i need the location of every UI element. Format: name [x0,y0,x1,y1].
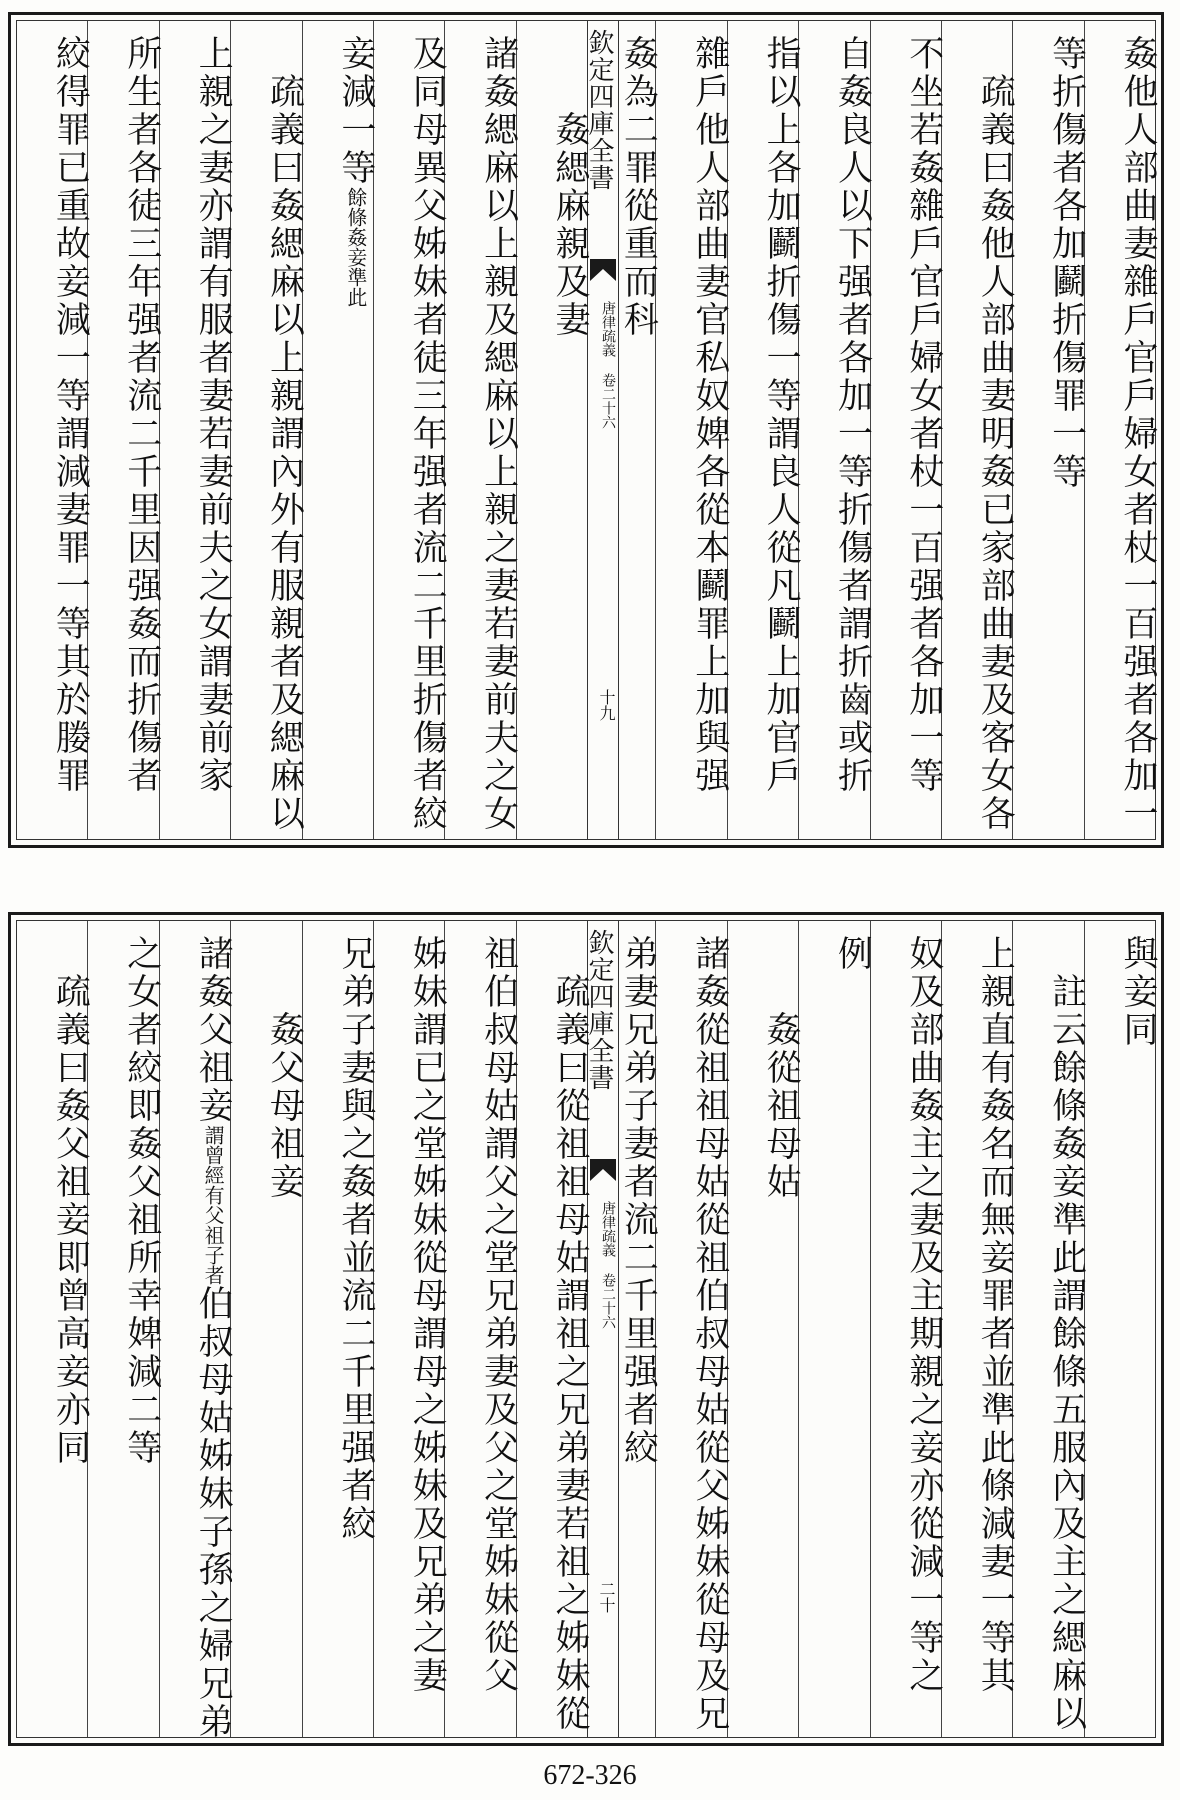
column-text [374,35,448,833]
main-text: 諸姦緦麻以上親及緦麻以上親之妻若妻前夫之女 [478,35,519,833]
main-text: 所生者各徒三年强者流二千里因强姦而折傷者 [121,35,162,795]
top-left-half [17,21,590,839]
main-text: 疏義曰姦緦麻以上親謂內外有服親者及緦麻以 [264,73,305,833]
column-text [942,935,1016,1695]
main-text: 姊妹謂已之堂姊妹從母謂母之姊妹及兄弟之妻 [407,935,448,1695]
column-text [656,35,730,795]
main-text: 上親直有姦名而無妾罪者並準此條減妻一等其 [975,935,1016,1695]
main-text: 妾減一等 [335,35,376,187]
spine-subtitle: 唐律疏義 [600,1201,616,1257]
spine-subtitle: 唐律疏義 [600,301,616,357]
text-column [516,21,590,839]
text-column [302,21,376,839]
column-text [1013,35,1087,491]
column-text [160,935,234,1741]
main-text: 註云餘條姦妾準此謂餘條五服內及主之緦麻以 [1046,973,1087,1733]
top-page-frame [16,20,1156,840]
main-text: 例 [832,935,873,973]
column-text [1085,935,1158,1049]
main-text: 雜戶他人部曲妻官私奴婢各從本鬬罪上加與强 [689,35,730,795]
main-text: 指以上各加鬬折傷一等謂良人從凡鬬上加官戶 [761,35,802,795]
book-title: 欽定四庫全書 [584,29,614,191]
text-column [17,21,91,839]
bottom-right-half [585,921,1158,1737]
text-column [373,21,448,839]
text-column [230,21,305,839]
main-text: 諸姦從祖祖母姑從祖伯叔母姑從父姊妹從母及兄 [689,935,730,1733]
page-number: 672-326 [543,1760,637,1791]
text-column [941,21,1016,839]
text-column [87,21,162,839]
spine-volume: 卷二十六 [600,373,616,429]
column-text [1085,35,1158,833]
text-column [798,21,873,839]
column-text [303,935,376,1543]
column-text [160,35,234,795]
column-text [1013,973,1087,1733]
text-column [159,21,234,839]
column-text [942,73,1016,833]
main-text: 奴及部曲姦主之妻及主期親之妾亦從減一等之 [903,935,944,1695]
text-column [727,921,802,1737]
column-text [871,35,944,795]
column-text [656,935,730,1733]
column-text [445,935,519,1695]
text-column [302,921,376,1737]
text-column [159,921,234,1741]
text-column [444,921,519,1737]
fish-tail-ornament-icon [590,1159,616,1181]
book-title: 欽定四庫全書 [584,929,614,1091]
main-text: 姦他人部曲妻雜戶官戶婦女者杖一百强者各加一 [1118,35,1158,833]
annotation-text: 餘條姦妾準此 [343,187,368,307]
main-text: 之女者絞即姦父祖所幸婢減二等 [121,935,162,1467]
text-column [1012,21,1087,839]
main-text: 姦父母祖妾 [264,1011,305,1201]
text-column [17,921,91,1737]
column-text [728,1011,802,1201]
main-text: 不坐若姦雜戶官戶婦女者杖一百强者各加一等 [903,35,944,795]
column-text [517,973,590,1733]
text-column [655,21,730,839]
main-text: 伯叔母姑姊妹子孫之婦兄弟 [193,1285,234,1741]
column-text [17,973,91,1467]
main-text: 疏義曰姦父祖妾即曾高妾亦同 [50,973,91,1467]
column-text [799,35,873,795]
text-column [870,21,944,839]
main-text: 自姦良人以下强者各加一等折傷者謂折齒或折 [832,35,873,795]
column-text [517,111,590,339]
column-text [88,35,162,795]
column-text [231,73,305,833]
top-right-half [585,21,1158,839]
text-column [941,921,1016,1737]
main-text: 姦從祖母姑 [761,1011,802,1201]
bottom-page [8,912,1164,1746]
column-text [445,35,519,833]
spine-volume: 卷二十六 [600,1273,616,1329]
text-column [373,921,448,1737]
main-text: 與妾同 [1118,935,1158,1049]
leaf-number: 十九 [597,689,616,721]
text-column [655,921,730,1737]
text-column [1084,21,1158,839]
text-column [798,921,873,1737]
main-text: 祖伯叔母姑謂父之堂兄弟妻及父之堂姊妹從父 [478,935,519,1695]
main-text: 姦為二罪從重而科 [618,35,659,339]
text-column [727,21,802,839]
text-column [1084,921,1158,1737]
bottom-page-frame [16,920,1158,1741]
main-text: 姦緦麻親及妻 [550,111,590,339]
main-text: 等折傷者各加鬬折傷罪一等 [1046,35,1087,491]
column-text [231,1011,305,1201]
main-text: 上親之妻亦謂有服者妻若妻前夫之女謂妻前家 [193,35,234,795]
column-text [728,35,802,795]
text-column [230,921,305,1737]
text-column [444,21,519,839]
main-text: 諸姦父祖妾 [193,935,234,1125]
main-text: 及同母異父姊妹者徒三年强者流二千里折傷者絞 [407,35,448,833]
fish-tail-ornament-icon [590,259,616,281]
top-spine [584,21,619,839]
column-text [374,935,448,1695]
main-text: 兄弟子妻與之姦者並流二千里强者絞 [335,935,376,1543]
main-text: 疏義曰從祖祖母姑謂祖之兄弟妻若祖之姊妹從 [550,973,590,1733]
column-text [17,35,91,795]
main-text: 疏義曰姦他人部曲妻明姦已家部曲妻及客女各 [975,73,1016,833]
main-text: 絞得罪已重故妾減一等謂減妻罪一等其於媵罪 [50,35,91,795]
column-text [303,35,376,307]
column-text [799,935,873,973]
annotation-text: 謂曾經有父祖子者 [201,1125,226,1285]
main-text: 弟妻兄弟子妻者流二千里强者絞 [618,935,659,1467]
bottom-left-half [17,921,590,1741]
text-column [870,921,944,1737]
text-column [87,921,162,1737]
top-page [8,12,1164,848]
text-column [516,921,590,1737]
bottom-spine [584,921,619,1737]
column-text [88,935,162,1467]
text-column [1012,921,1087,1737]
column-text [871,935,944,1695]
leaf-number: 二十 [597,1581,616,1613]
